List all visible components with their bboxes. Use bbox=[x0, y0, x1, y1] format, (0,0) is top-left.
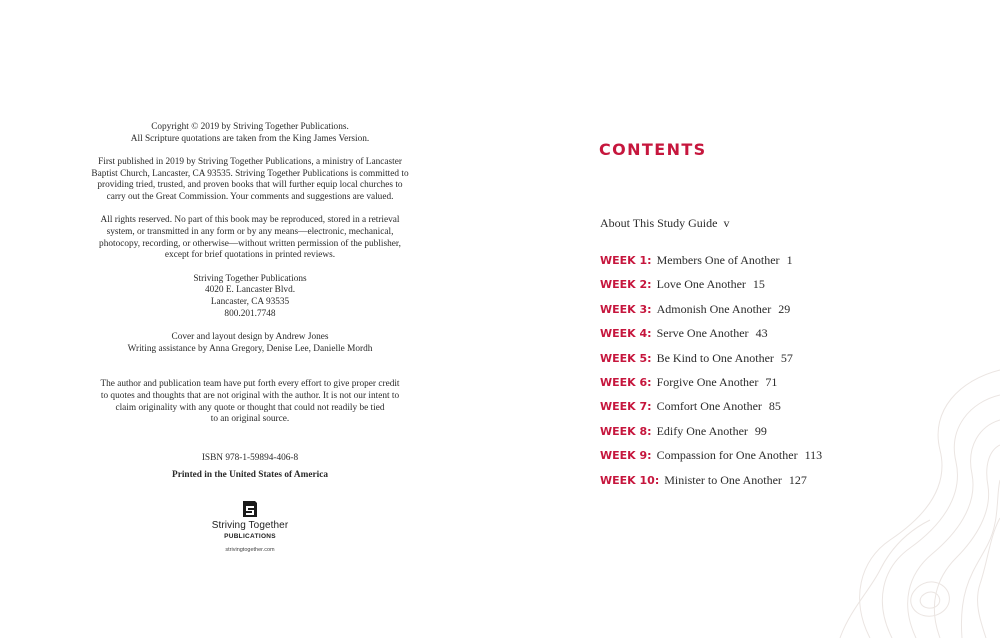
publisher-logo-icon bbox=[242, 500, 258, 518]
week-label: WEEK 7: bbox=[600, 400, 652, 414]
week-page: 29 bbox=[778, 301, 791, 316]
toc-about-label: About This Study Guide bbox=[600, 216, 718, 230]
logo-name: Striving Together bbox=[211, 520, 289, 531]
week-label: WEEK 6: bbox=[600, 375, 652, 389]
toc-week-4 bbox=[600, 326, 822, 350]
week-title: Serve One Another bbox=[656, 326, 749, 341]
week-title: Admonish One Another bbox=[656, 301, 772, 316]
toc-about-entry bbox=[600, 216, 729, 231]
rights-paragraph: All rights reserved. No part of this book may be reproduced, stored in a retrieval system, or transmitted in any form or by any means—electronic, mechanical, photocopy, recording, or otherwise—without written permission of the publisher, except for brief quotations in printed reviews. bbox=[99, 215, 401, 261]
publisher-address: Striving Together Publications 4020 E. Lancaster Blvd. Lancaster, CA 93535 800.201.7748 bbox=[193, 273, 307, 319]
topographic-pattern bbox=[830, 340, 1000, 638]
toc-week-10 bbox=[600, 473, 822, 497]
printed-in: Printed in the United States of America bbox=[172, 470, 328, 480]
week-page: 127 bbox=[788, 472, 807, 487]
isbn: ISBN 978-1-59894-406-8 bbox=[201, 453, 299, 463]
week-title: Love One Another bbox=[656, 277, 746, 292]
week-page: 43 bbox=[755, 326, 768, 341]
logo-url: strivingtogether.com bbox=[225, 547, 275, 553]
first-published-paragraph: First published in 2019 by Striving Together Publications, a ministry of Lancaster Baptist Church, Lancaster, CA 93535. Striving Together Publications is committed to providing tried, trusted, and proven books that will further equip local churches to carry out the Great Commission. Your comments and suggestions are valued. bbox=[91, 156, 409, 203]
copyright-paragraph: Copyright © 2019 by Striving Together Publications. All Scripture quotations are taken from the King James Version. bbox=[130, 122, 370, 144]
toc-about-page: v bbox=[723, 216, 730, 230]
week-label: WEEK 10: bbox=[600, 473, 660, 487]
contents-title: CONTENTS bbox=[599, 140, 707, 159]
week-title: Members One of Another bbox=[656, 253, 780, 267]
week-label: WEEK 5: bbox=[600, 351, 652, 365]
toc-week-9 bbox=[600, 448, 822, 472]
week-title: Edify One Another bbox=[656, 423, 748, 438]
toc-week-5 bbox=[600, 351, 822, 375]
week-title: Compassion for One Another bbox=[656, 448, 798, 463]
week-title: Be Kind to One Another bbox=[656, 350, 774, 365]
week-page: 85 bbox=[768, 399, 781, 414]
logo-subtitle: PUBLICATIONS bbox=[224, 533, 276, 540]
week-page: 113 bbox=[804, 448, 823, 463]
week-label: WEEK 3: bbox=[600, 302, 652, 316]
week-label: WEEK 8: bbox=[600, 424, 652, 438]
disclaimer-paragraph: The author and publication team have put forth every effort to give proper credit to quotes and thoughts that are not original with the author. It is not our intent to claim originality with any quote or thought that could not readily be tied to an original source. bbox=[100, 379, 400, 425]
week-label: WEEK 2: bbox=[600, 278, 652, 292]
week-label: WEEK 9: bbox=[600, 449, 652, 463]
week-title: Comfort One Another bbox=[656, 399, 762, 414]
week-page: 15 bbox=[752, 277, 765, 292]
credits-paragraph: Cover and layout design by Andrew Jones Writing assistance by Anna Gregory, Denise Lee, Danielle Mordh bbox=[127, 331, 373, 354]
toc-week-8 bbox=[600, 424, 822, 448]
week-page: 1 bbox=[786, 253, 793, 267]
publisher-logo bbox=[190, 500, 310, 553]
toc-week-list bbox=[600, 253, 822, 497]
week-page: 57 bbox=[780, 350, 793, 365]
week-label: WEEK 1: bbox=[600, 254, 652, 267]
copyright-block bbox=[80, 122, 420, 438]
toc-week-3 bbox=[600, 302, 822, 326]
toc-week-2 bbox=[600, 277, 822, 301]
toc-week-7 bbox=[600, 399, 822, 423]
week-page: 99 bbox=[754, 423, 767, 438]
week-page: 71 bbox=[765, 374, 778, 389]
week-title: Minister to One Another bbox=[664, 472, 782, 487]
week-label: WEEK 4: bbox=[600, 327, 652, 341]
toc-week-1 bbox=[600, 253, 822, 277]
toc-week-6 bbox=[600, 375, 822, 399]
week-title: Forgive One Another bbox=[656, 374, 759, 389]
